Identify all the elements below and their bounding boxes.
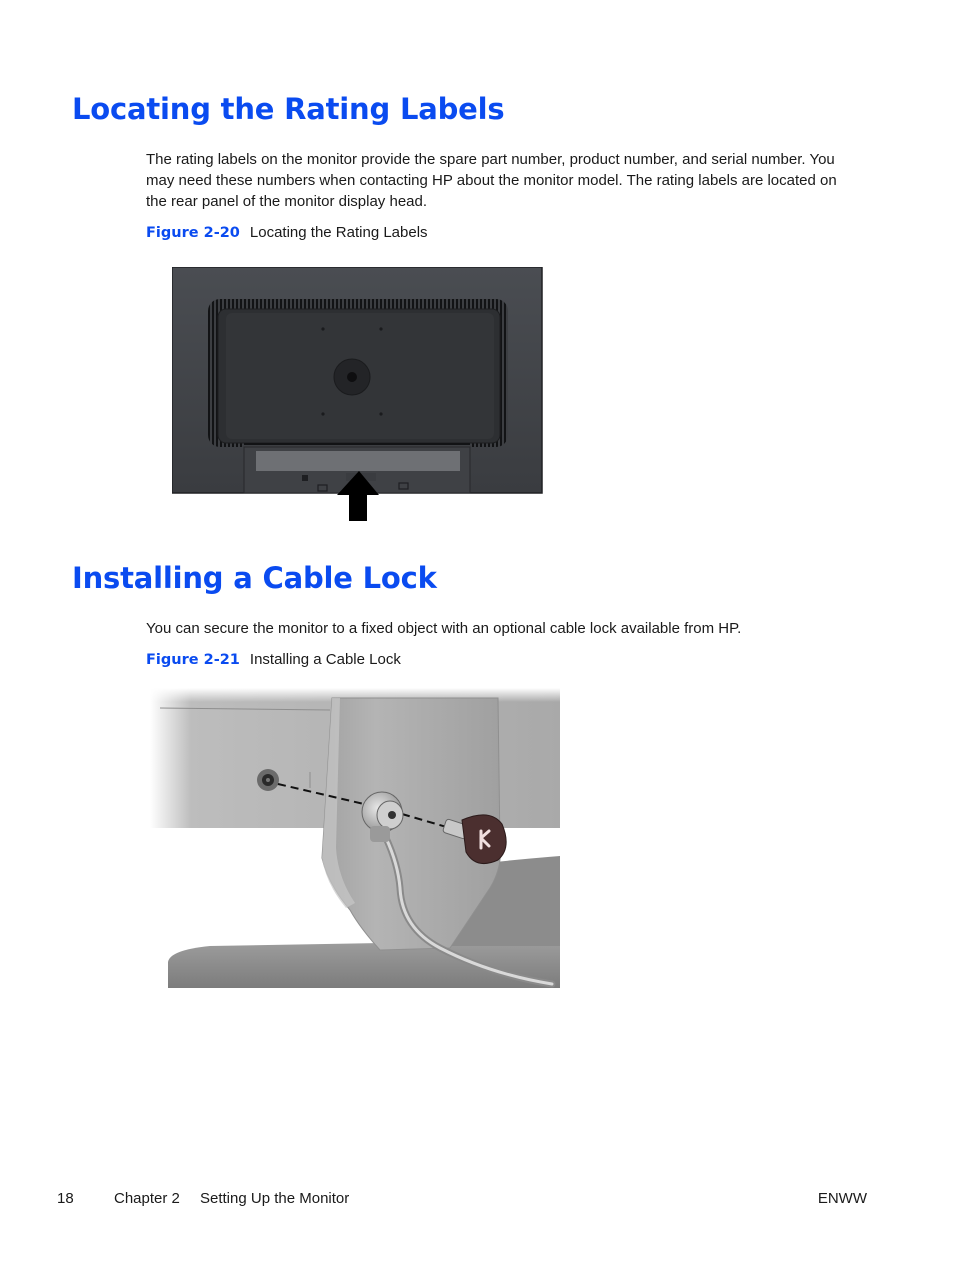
figure-caption-text: Installing a Cable Lock (249, 651, 401, 668)
cable-lock-illustration (150, 688, 560, 993)
figure-caption-2-21 (146, 651, 401, 668)
footer-chapter-title: Setting Up the Monitor (200, 1190, 350, 1207)
figure-caption-2-20 (146, 224, 428, 241)
rating-labels-paragraph: The rating labels on the monitor provide the spare part number, product number, and serial number. You may need these numbers when contacting HP about the monitor model. The rating labels are located on the rear panel of the monitor display head. (146, 151, 837, 210)
figure-caption-text: Locating the Rating Labels (249, 224, 428, 241)
footer-doc-code: ENWW (817, 1190, 867, 1207)
footer-chapter: Chapter 2 (114, 1190, 180, 1207)
monitor-rear-panel-illustration (172, 267, 544, 523)
section-heading-cable-lock: Installing a Cable Lock (72, 561, 437, 595)
figure-number: Figure 2-20 (146, 225, 240, 241)
page-number: 18 (57, 1190, 74, 1207)
figure-number: Figure 2-21 (146, 652, 240, 668)
key-icon (462, 815, 506, 864)
cable-lock-paragraph: You can secure the monitor to a fixed object with an optional cable lock available from HP. (146, 620, 742, 637)
section-heading-rating-labels: Locating the Rating Labels (72, 92, 505, 126)
